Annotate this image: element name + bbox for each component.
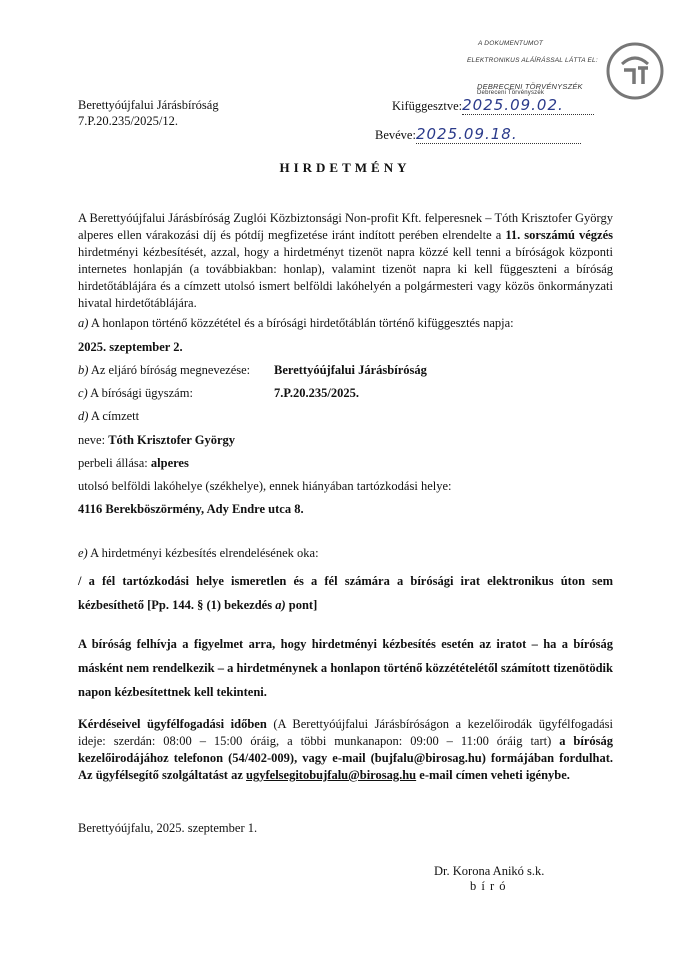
item-c-value: 7.P.20.235/2025.: [274, 386, 359, 400]
addressee-address-label: utolsó belföldi lakóhelye (székhelye), ennek hiányában tartózkodási helye:: [78, 479, 452, 493]
intro-paragraph: [78, 210, 613, 312]
item-e-reason-text: / a fél tartózkodási helye ismeretlen és a fél számára a bírósági irat elektronikus úton sem kézbesíthető [Pp. 144. § (1) bekezdés: [78, 574, 613, 612]
addressee-role-label: perbeli állása:: [78, 456, 151, 470]
posted-field: [392, 96, 594, 115]
received-label: Bevéve:: [375, 128, 416, 142]
intro-text-2: hirdetményi kézbesítését, azzal, hogy a hirdetményt tizenöt napra közzé kell tenni a bíróságok központi internetes honlapján (a továbbiakban: honlap), valamint tizenöt napra ki kell függeszteni a bíróság hirdetőtáblájára és a címzett utolsó ismert belföldi lakóhelyén a polgármesteri vagy közös önkormányzati hivatal hirdetőtáblájára.: [78, 245, 613, 310]
notice-paragraph: A bíróság felhívja a figyelmet arra, hogy hirdetményi kézbesítés esetén az iratot – ha a bíróság másként nem rendelkezik – a hirdetménynek a honlapon történő közzétételétől számított tizenötödik napon kézbesítettnek kell tekinteni.: [78, 637, 613, 699]
contact-bold-3: e-mail címen veheti igénybe.: [416, 768, 570, 782]
item-c-letter: c): [78, 386, 88, 400]
helpdesk-email-link[interactable]: ugyfelsegitobujfalu@birosag.hu: [246, 768, 417, 782]
addressee-role: [78, 455, 189, 471]
esign-stamp-court-small: Debreceni Törvényszék: [477, 90, 545, 96]
item-a-letter: a): [78, 316, 89, 330]
item-b-value: Berettyóújfalui Járásbíróság: [274, 363, 427, 377]
header-court-name: Berettyóújfalui Járásbíróság: [78, 98, 219, 112]
esign-stamp-court: DEBRECENI TÖRVÉNYSZÉK: [477, 82, 583, 91]
item-a: [78, 315, 514, 331]
date-place: Berettyóújfalu, 2025. szeptember 1.: [78, 821, 258, 835]
header-case-number: 7.P.20.235/2025/12.: [78, 114, 179, 128]
item-b: [78, 362, 250, 378]
item-e-label: A hirdetményi kézbesítés elrendelésének oka:: [87, 546, 319, 560]
esign-stamp-line1: A DOKUMENTUMOT: [478, 40, 544, 47]
addressee-role-value: alperes: [150, 456, 189, 470]
item-e-reason-end: pont]: [285, 598, 318, 612]
addressee-address: 4116 Berekböszörmény, Ady Endre utca 8.: [78, 502, 304, 516]
contact-bold-2: a bíróság kezelőirodájához telefonon (54/402-009), vagy e-mail (bujfalu@birosag.hu) formájában fordulhat. Az ügyfélsegítő szolgáltatást az: [78, 734, 614, 782]
item-c-label: A bírósági ügyszám:: [87, 386, 193, 400]
item-a-value: 2025. szeptember 2.: [78, 340, 183, 354]
contact-hours: (A Berettyóújfalui Járásbíróságon a kezelőirodák ügyfélfogadási ideje: szerdán: 08:00 – 15:00 óráig, a többi munkanapon: 09:00 – 11:00 óráig tart): [78, 717, 613, 748]
item-a-label: A honlapon történő közzététel és a bírósági hirdetőtáblán történő kifüggesztés napja:: [88, 316, 514, 330]
item-e: [78, 545, 319, 561]
item-d: [78, 408, 139, 424]
addressee-name-value: Tóth Krisztofer György: [108, 433, 236, 447]
received-field: [375, 125, 581, 144]
contact-bold-1: Kérdéseivel ügyfélfogadási időben: [78, 717, 267, 731]
esign-stamp-line2: ELEKTRONIKUS ALÁÍRÁSSAL LÁTTA EL:: [467, 57, 598, 64]
item-e-reason-point: a): [275, 598, 286, 612]
page-title: HIRDETMÉNY: [279, 160, 411, 175]
posted-label: Kifüggesztve:: [392, 99, 463, 113]
contact-paragraph: [78, 716, 613, 784]
addressee-name: [78, 432, 235, 448]
addressee-name-label: neve:: [78, 433, 109, 447]
received-handwritten-date: 2025.09.18.: [416, 125, 581, 144]
signature-title: b í r ó: [470, 879, 507, 893]
item-d-letter: d): [78, 409, 89, 423]
item-b-letter: b): [78, 363, 89, 377]
intro-text-1: A Berettyóújfalui Járásbíróság Zuglói Közbiztonsági Non-profit Kft. felperesnek – Tóth Krisztofer György alperes ellen várakozási díj és pótdíj megfizetése iránt indított perében elrendelte a: [78, 211, 613, 242]
item-e-letter: e): [78, 546, 88, 560]
intro-order-ref: 11. sorszámú végzés: [505, 228, 613, 242]
item-b-label: Az eljáró bíróság megnevezése:: [88, 363, 251, 377]
item-d-label: A címzett: [88, 409, 140, 423]
court-seal-logo-icon: [604, 40, 666, 102]
signature-name: Dr. Korona Anikó s.k.: [434, 864, 545, 878]
item-e-reason: [78, 569, 613, 617]
posted-handwritten-date: 2025.09.02.: [462, 96, 594, 115]
item-c: [78, 385, 193, 401]
